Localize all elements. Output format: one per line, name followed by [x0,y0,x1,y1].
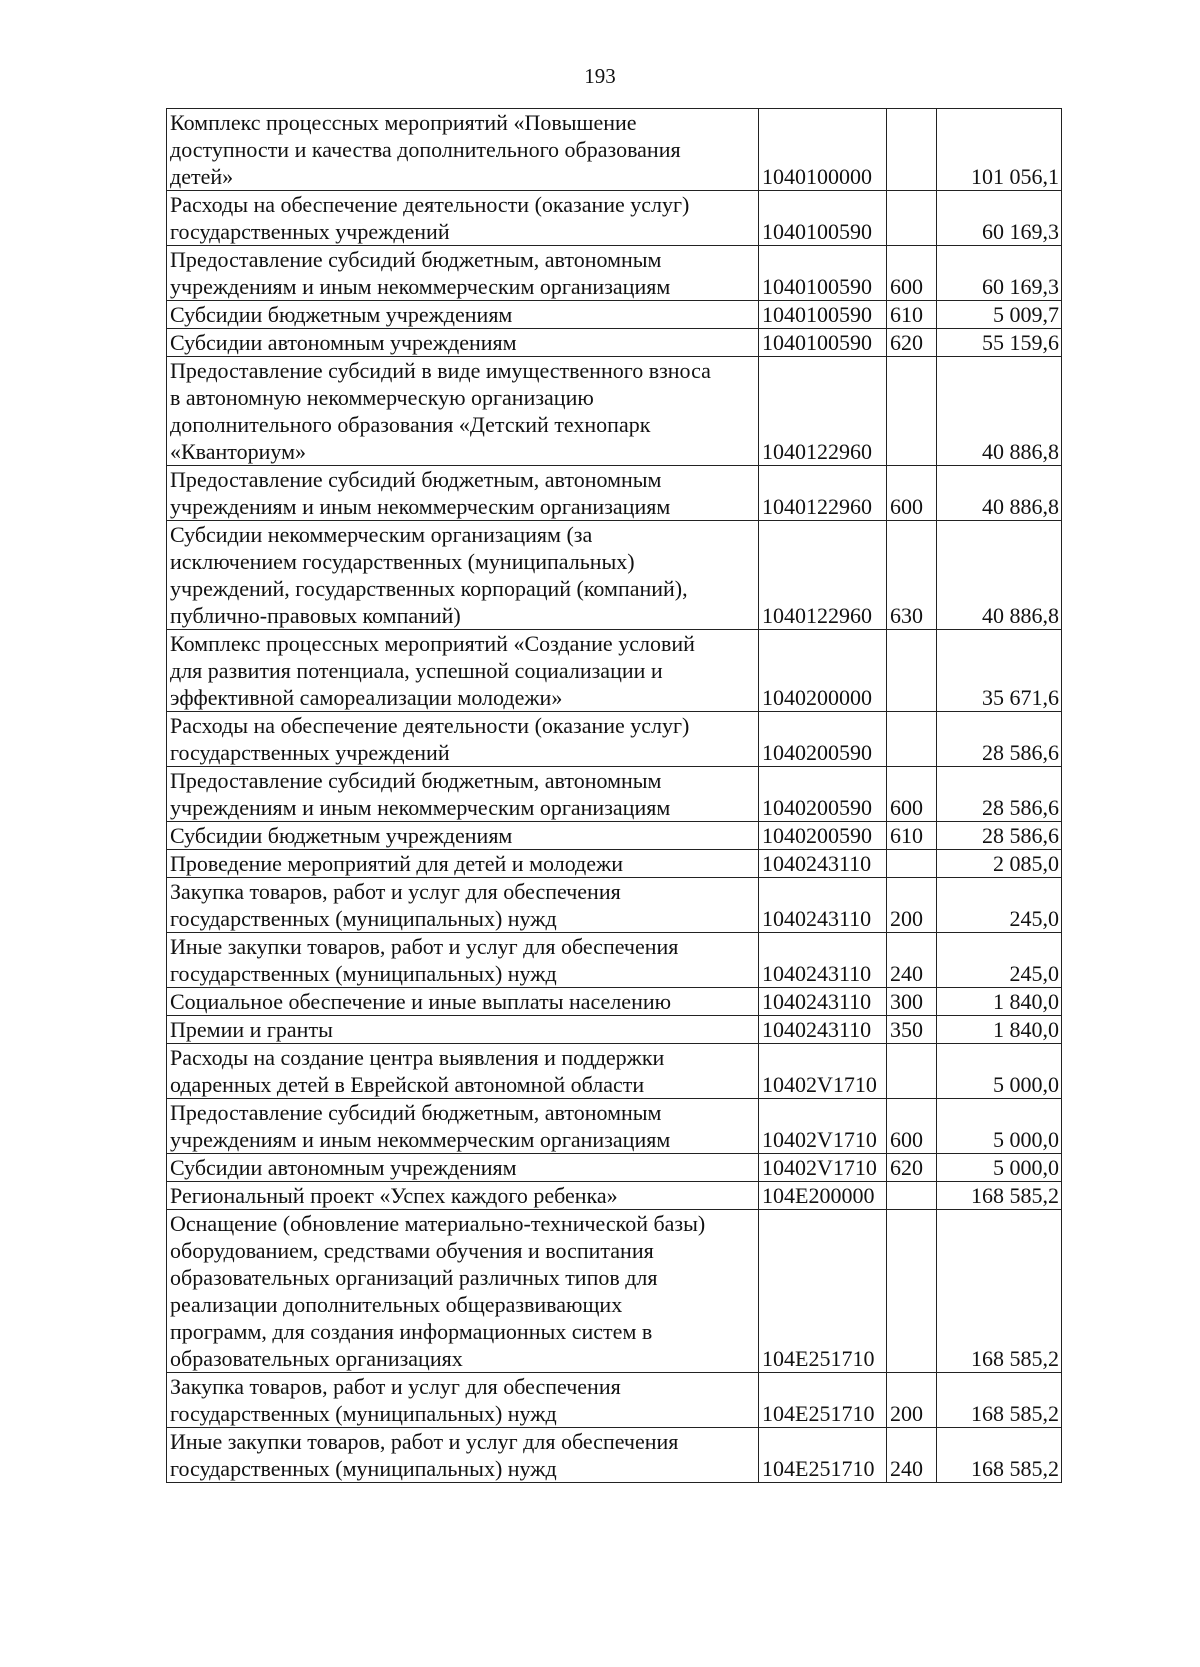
row-expense-type-cell: 600 [887,466,937,521]
budget-table [166,108,1062,1483]
row-name-cell [167,1373,759,1428]
table-row [167,1210,1062,1373]
table-row [167,1428,1062,1483]
row-name-cell [167,329,759,357]
row-code-cell: 1040243110 [759,1016,887,1044]
row-code-cell: 1040243110 [759,933,887,988]
table-row [167,329,1062,357]
row-name-cell [167,850,759,878]
row-amount-cell: 168 585,2 [937,1373,1062,1428]
table-row [167,1182,1062,1210]
row-amount-cell: 5 000,0 [937,1154,1062,1182]
row-amount-cell: 1 840,0 [937,988,1062,1016]
row-amount-cell: 35 671,6 [937,630,1062,712]
row-name-cell [167,1016,759,1044]
row-amount-cell: 28 586,6 [937,822,1062,850]
row-expense-type-cell: 620 [887,329,937,357]
row-name-cell [167,767,759,822]
row-name-line: государственных (муниципальных) нужд [170,906,557,931]
row-amount-cell: 40 886,8 [937,521,1062,630]
table-row [167,1099,1062,1154]
row-expense-type-cell: 200 [887,1373,937,1428]
row-code-cell: 1040122960 [759,466,887,521]
row-expense-type-cell: 200 [887,878,937,933]
row-code-cell: 10402V1710 [759,1099,887,1154]
row-name-line: Субсидии бюджетным учреждениям [170,823,513,848]
row-name-cell [167,988,759,1016]
table-row [167,933,1062,988]
row-name-cell [167,109,759,191]
row-name-line: одаренных детей в Еврейской автономной области [170,1072,645,1097]
row-amount-cell: 28 586,6 [937,767,1062,822]
row-expense-type-cell: 620 [887,1154,937,1182]
row-name-line: Предоставление субсидий в виде имущественного взноса [170,358,711,383]
row-name-line: государственных (муниципальных) нужд [170,1401,557,1426]
row-name-line: Проведение мероприятий для детей и молодежи [170,851,623,876]
row-expense-type-cell: 610 [887,301,937,329]
row-name-line: Социальное обеспечение и иные выплаты населению [170,989,672,1014]
page-number: 193 [584,64,616,88]
row-name-line: государственных учреждений [170,740,450,765]
table-row [167,109,1062,191]
row-name-cell [167,191,759,246]
table-row [167,988,1062,1016]
row-name-line: Предоставление субсидий бюджетным, автономным [170,1100,662,1125]
row-name-cell [167,822,759,850]
row-name-cell [167,1154,759,1182]
row-code-cell: 104E251710 [759,1373,887,1428]
row-code-cell: 104E251710 [759,1210,887,1373]
row-amount-cell: 5 000,0 [937,1099,1062,1154]
row-amount-cell: 168 585,2 [937,1182,1062,1210]
row-name-line: «Кванториум» [170,439,307,464]
row-name-line: Иные закупки товаров, работ и услуг для обеспечения [170,934,679,959]
row-name-line: учреждениям и иным некоммерческим организациям [170,274,671,299]
row-amount-cell: 1 840,0 [937,1016,1062,1044]
table-row [167,878,1062,933]
row-code-cell: 104E251710 [759,1428,887,1483]
row-expense-type-cell [887,357,937,466]
row-name-line: Закупка товаров, работ и услуг для обеспечения [170,879,621,904]
row-expense-type-cell: 630 [887,521,937,630]
row-name-cell [167,521,759,630]
row-name-cell [167,630,759,712]
row-name-line: реализации дополнительных общеразвивающих [170,1292,623,1317]
row-name-line: детей» [170,164,234,189]
row-expense-type-cell [887,191,937,246]
row-amount-cell: 40 886,8 [937,466,1062,521]
row-name-line: Субсидии бюджетным учреждениям [170,302,513,327]
table-row [167,630,1062,712]
row-name-line: Предоставление субсидий бюджетным, автономным [170,247,662,272]
row-name-line: Региональный проект «Успех каждого ребенка» [170,1183,618,1208]
row-name-line: исключением государственных (муниципальных) [170,549,635,574]
row-name-line: Расходы на обеспечение деятельности (оказание услуг) [170,713,690,738]
table-row [167,191,1062,246]
row-code-cell: 1040243110 [759,878,887,933]
row-code-cell: 1040200590 [759,767,887,822]
row-name-line: учреждениям и иным некоммерческим организациям [170,1127,671,1152]
row-name-cell [167,1210,759,1373]
row-name-line: Иные закупки товаров, работ и услуг для обеспечения [170,1429,679,1454]
budget-table-body [167,109,1062,1483]
table-row [167,767,1062,822]
table-row [167,521,1062,630]
row-name-line: эффективной самореализации молодежи» [170,685,563,710]
row-name-line: образовательных организациях [170,1346,463,1371]
row-name-cell [167,1099,759,1154]
row-code-cell: 1040200000 [759,630,887,712]
row-code-cell: 104E200000 [759,1182,887,1210]
table-row [167,466,1062,521]
row-name-line: Субсидии автономным учреждениям [170,1155,517,1180]
row-name-cell [167,712,759,767]
row-name-cell [167,357,759,466]
row-amount-cell: 245,0 [937,878,1062,933]
table-row [167,1154,1062,1182]
row-code-cell: 1040122960 [759,521,887,630]
row-name-line: дополнительного образования «Детский технопарк [170,412,651,437]
row-name-line: учреждениям и иным некоммерческим организациям [170,494,671,519]
row-name-line: Расходы на обеспечение деятельности (оказание услуг) [170,192,690,217]
row-amount-cell: 168 585,2 [937,1210,1062,1373]
row-name-line: Субсидии автономным учреждениям [170,330,517,355]
row-expense-type-cell: 600 [887,1099,937,1154]
row-name-line: Расходы на создание центра выявления и поддержки [170,1045,665,1070]
row-name-line: для развития потенциала, успешной социализации и [170,658,663,683]
row-name-line: в автономную некоммерческую организацию [170,385,594,410]
row-amount-cell: 40 886,8 [937,357,1062,466]
table-row [167,301,1062,329]
row-code-cell: 1040243110 [759,850,887,878]
row-expense-type-cell: 610 [887,822,937,850]
row-name-line: программ, для создания информационных систем в [170,1319,653,1344]
row-code-cell: 1040200590 [759,712,887,767]
row-name-line: Оснащение (обновление материально-технической базы) [170,1211,706,1236]
row-name-line: Закупка товаров, работ и услуг для обеспечения [170,1374,621,1399]
row-expense-type-cell: 240 [887,1428,937,1483]
row-name-cell [167,1182,759,1210]
row-code-cell: 1040243110 [759,988,887,1016]
row-expense-type-cell [887,1044,937,1099]
row-amount-cell: 5 000,0 [937,1044,1062,1099]
table-row [167,357,1062,466]
row-amount-cell: 168 585,2 [937,1428,1062,1483]
row-name-line: учреждениям и иным некоммерческим организациям [170,795,671,820]
row-expense-type-cell: 350 [887,1016,937,1044]
row-code-cell: 1040100590 [759,246,887,301]
row-name-line: Премии и гранты [170,1017,333,1042]
row-code-cell: 1040100590 [759,301,887,329]
row-name-cell [167,1428,759,1483]
row-expense-type-cell [887,109,937,191]
row-expense-type-cell: 600 [887,246,937,301]
row-code-cell: 1040100590 [759,329,887,357]
table-row [167,246,1062,301]
row-name-line: государственных (муниципальных) нужд [170,961,557,986]
row-code-cell: 1040100000 [759,109,887,191]
row-name-line: государственных (муниципальных) нужд [170,1456,557,1481]
row-code-cell: 1040200590 [759,822,887,850]
table-row [167,1016,1062,1044]
row-name-line: Предоставление субсидий бюджетным, автономным [170,768,662,793]
row-name-line: Комплекс процессных мероприятий «Создание условий [170,631,695,656]
row-name-cell [167,878,759,933]
row-amount-cell: 5 009,7 [937,301,1062,329]
row-expense-type-cell: 300 [887,988,937,1016]
row-amount-cell: 60 169,3 [937,246,1062,301]
table-row [167,1044,1062,1099]
row-name-cell [167,246,759,301]
row-expense-type-cell: 240 [887,933,937,988]
table-row [167,850,1062,878]
row-expense-type-cell [887,850,937,878]
row-name-cell [167,466,759,521]
row-amount-cell: 2 085,0 [937,850,1062,878]
row-code-cell: 1040122960 [759,357,887,466]
row-amount-cell: 28 586,6 [937,712,1062,767]
table-row [167,1373,1062,1428]
row-amount-cell: 55 159,6 [937,329,1062,357]
row-name-line: Предоставление субсидий бюджетным, автономным [170,467,662,492]
table-row [167,822,1062,850]
row-amount-cell: 60 169,3 [937,191,1062,246]
row-code-cell: 10402V1710 [759,1154,887,1182]
row-amount-cell: 101 056,1 [937,109,1062,191]
row-expense-type-cell [887,630,937,712]
row-name-line: Субсидии некоммерческим организациям (за [170,522,593,547]
row-amount-cell: 245,0 [937,933,1062,988]
row-code-cell: 10402V1710 [759,1044,887,1099]
row-name-cell [167,1044,759,1099]
row-name-line: образовательных организаций различных типов для [170,1265,658,1290]
row-name-line: доступности и качества дополнительного образования [170,137,681,162]
row-code-cell: 1040100590 [759,191,887,246]
row-name-line: учреждений, государственных корпораций (компаний), [170,576,688,601]
row-name-cell [167,933,759,988]
row-expense-type-cell: 600 [887,767,937,822]
row-name-line: Комплекс процессных мероприятий «Повышение [170,110,637,135]
row-name-line: публично-правовых компаний) [170,603,461,628]
row-expense-type-cell [887,1210,937,1373]
table-row [167,712,1062,767]
row-name-cell [167,301,759,329]
row-expense-type-cell [887,1182,937,1210]
row-expense-type-cell [887,712,937,767]
row-name-line: оборудованием, средствами обучения и воспитания [170,1238,654,1263]
row-name-line: государственных учреждений [170,219,450,244]
